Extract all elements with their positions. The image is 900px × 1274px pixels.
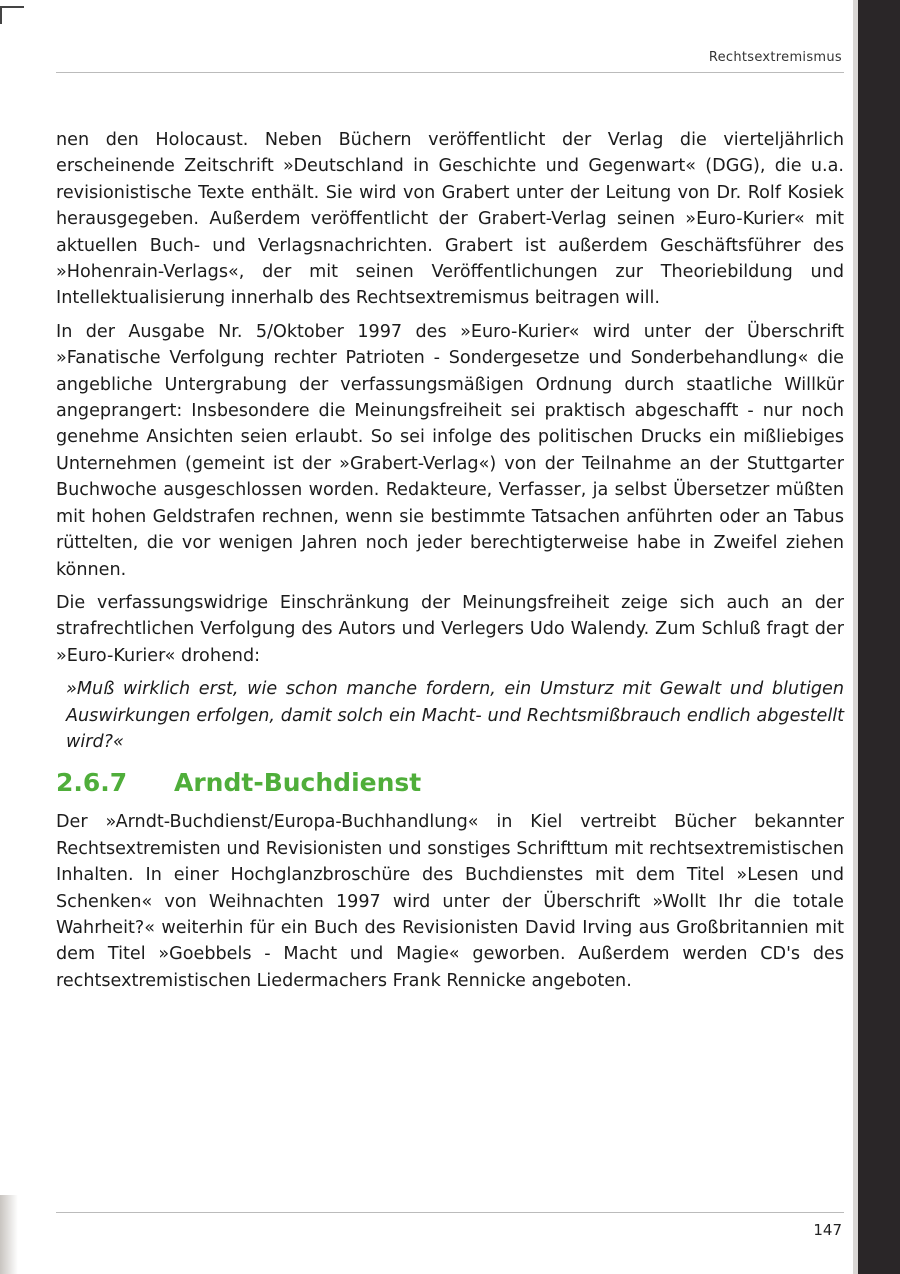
section-title: Arndt-Buchdienst <box>174 768 422 798</box>
footer-rule <box>56 1212 844 1213</box>
running-header: Rechtsextremismus <box>708 50 842 65</box>
scan-corner-shadow <box>0 1195 18 1274</box>
body-paragraph: Der »Arndt-Buchdienst/Europa-Buchhandlung« in Kiel vertreibt Bücher bekannter Rechtsextremisten und Revisionisten und sonstiges Schrifttum mit rechtsextremistischen Inhalten. In einer Hochglanzbroschüre des Buchdienstes mit dem Titel »Lesen und Schenken« von Weihnachten 1997 wird unter der Überschrift »Wollt Ihr die totale Wahrheit?« weiterhin für ein Buch des Revisionisten David Irving aus Großbritannien mit dem Titel »Goebbels - Macht und Magie« geworben. Außerdem werden CD's des rechtsextremistischen Liedermachers Frank Rennicke angeboten. <box>56 812 844 991</box>
section-number: 2.6.7 <box>56 768 128 798</box>
body-paragraph: nen den Holocaust. Neben Büchern veröffentlicht der Verlag die vierteljährlich erscheinende Zeitschrift »Deutschland in Geschichte und Gegenwart« (DGG), die u.a. revisionistische Texte enthält. Sie wird von Grabert unter der Leitung von Dr. Rolf Kosiek herausgegeben. Außerdem veröffentlicht der Grabert-Verlag seinen »Euro-Kurier« mit aktuellen Buch- und Verlagsnachrichten. Grabert ist außerdem Geschäftsführer des »Hohenrain-Verlags«, der mit seinen Veröffentlichungen zur Theoriebildung und Intellektualisierung innerhalb des Rechtsextremismus beitragen will. <box>56 130 844 309</box>
section-heading <box>56 767 844 799</box>
page-body <box>56 127 844 1001</box>
scan-edge-bar <box>858 0 900 1274</box>
header-rule <box>56 72 844 73</box>
block-quote: »Muß wirklich erst, wie schon manche fordern, ein Umsturz mit Gewalt und blutigen Auswirkungen erfolgen, damit solch ein Macht- und Rechtsmißbrauch endlich abgestellt wird?« <box>66 679 844 752</box>
body-paragraph: Die verfassungswidrige Einschränkung der Meinungsfreiheit zeige sich auch an der strafrechtlichen Verfolgung des Autors und Verlegers Udo Walendy. Zum Schluß fragt der »Euro-Kurier« drohend: <box>56 592 844 666</box>
body-paragraph: In der Ausgabe Nr. 5/Oktober 1997 des »Euro-Kurier« wird unter der Überschrift »Fanatische Verfolgung rechter Patrioten - Sondergesetze und Sonderbehandlung« die angebliche Untergrabung der verfassungsmäßigen Ordnung durch staatliche Willkür angeprangert: Insbesondere die Meinungsfreiheit sei praktisch abgeschafft - nur noch genehme Ansichten seien erlaubt. So sei infolge des politischen Drucks ein mißliebiges Unternehmen (gemeint ist der »Grabert-Verlag«) von der Teilnahme an der Stuttgarter Buchwoche ausgeschlossen worden. Redakteure, Verfasser, ja selbst Übersetzer müßten mit hohen Geldstrafen rechnen, wenn sie bestimmte Tatsachen anführten oder an Tabus rüttelten, die vor wenigen Jahren noch jeder berechtigterweise habe in Zweifel ziehen können. <box>56 321 844 580</box>
crop-mark <box>0 6 24 24</box>
page-number: 147 <box>813 1221 842 1239</box>
